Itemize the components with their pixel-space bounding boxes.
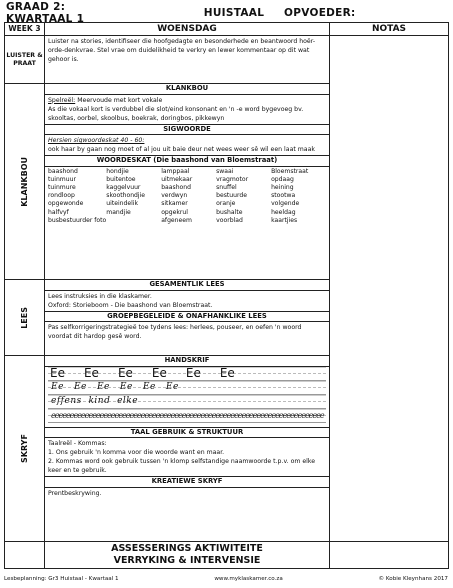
vocab-word: uiteindelik [106,200,139,208]
sigwoorde-title: SIGWOORDE [45,124,329,136]
vocab-word: tuinmure [48,183,76,191]
lees-line-2: Oxford: Storieboom - Die baashond van Bloemstraat. [48,301,213,309]
print-letter: Ee [185,365,201,380]
vocab-word: buitentoe [106,175,136,183]
page-header [4,1,448,25]
vocab-word: swaai [216,167,234,175]
vocab-word: mandjie [106,208,131,216]
vocab-word: oranje [216,200,236,208]
assessering-notes[interactable] [330,542,449,569]
taal-text [45,438,329,476]
grade-term: GRAAD 2: KWARTAAL 1 [6,1,85,25]
skryf-label: SKRYF [20,434,29,463]
vocab-word: skoothondjie [106,192,146,200]
taal-point-2: 2. Kommas word ook gebruik tussen 'n klomp selfstandige naamwoorde t.p.v. om elke keer en te gebruik. [48,458,316,474]
spelreel-rule: As die vokaal kort is verdubbel die slot/eind konsonant en 'n -e word bygevoeg bv. skooltas, oorbel, skoolbus, boekrak, doringbos, pikkewyn [48,105,304,122]
vocab-word: tuinmuur [48,175,76,183]
luister-cell [45,36,330,84]
vocab-word: halfvyf [48,208,69,216]
gesamentlik-text [45,291,329,311]
print-letter-line [48,367,326,381]
lees-line-1: Lees instruksies in die klaskamer. [48,292,152,300]
vocab-word: Bloemstraat [271,167,309,175]
vocab-word: bushalte [216,208,243,216]
lees-cell [45,280,330,356]
vocab-word: heeldag [271,208,296,216]
groep-title: GROEPBEGELEIDE & ONAFHANKLIKE LEES [45,311,329,323]
taal-intro: Taalreël - Kommas: [48,440,107,447]
vocab-word: opgewonde [48,200,84,208]
luister-text: Luister na stories, identifiseer die hoofgedagte en besonderhede en beantwoord hoër-orde-denkvrae. Stel vrae om duidelikheid te verkry en lewer kommentaar op dit wat gehoor is. [48,38,316,63]
assessering-cell [45,542,330,569]
klankbou-label: KLANKBOU [20,156,29,207]
gesamentlik-title: GESAMENTLIK LEES [45,280,329,291]
cursive-phrase-line [48,395,326,409]
teacher-label: OPVOEDER: [284,7,356,19]
vocab-word: heining [271,183,294,191]
vocab-word [106,217,161,225]
skryf-cell [45,356,330,542]
vocab-word: voorblad [216,216,243,224]
kreatiewe-title: KREATIEWE SKRYF [45,476,329,488]
cursive-letters: Ee Ee Ee Ee Ee Ee [51,381,179,392]
vocab-word: kaggelvuur [106,183,141,191]
vocab-word: stootwa [271,192,296,200]
print-letter: Ee [50,365,65,380]
luister-label: LUISTER & PRAAT [5,36,45,84]
vocab-word: uitmekaar [161,175,193,183]
vocab-word: bestuurde [216,192,248,200]
vocab-word: sitkamer [161,200,188,208]
print-letter: Ee [83,365,99,380]
print-letter: Ee [151,365,167,380]
sigwoorde [45,135,329,155]
skryf-label-cell [5,356,45,542]
sigwoorde-intro: Hersien sigwoordeskat 40 - 60: [48,137,145,144]
vocab-word: kaartjies [271,216,298,224]
spelreel [45,95,329,124]
sigwoorde-text: ook haar by gaan nog moet of al jou uit baie deur net wees weer sê wil een laat maak [48,146,315,153]
klankbou-label-cell [5,84,45,280]
vocab-word: lamppaal [161,167,190,175]
woordeskat-title: WOORDESKAT (Die baashond van Bloemstraat) [45,155,329,167]
handskrif-title: HANDSKRIF [45,356,329,367]
spelreel-text: Meervoude met kort vokale [77,96,163,104]
vocab-word: verdwyn [161,192,188,200]
lees-label-cell [5,280,45,356]
klankbou-title: KLANKBOU [45,84,329,95]
assessering-line-2: VERRYKING & INTERVENSIE [113,555,261,566]
footer-website[interactable]: www.myklaskamer.co.za [214,576,283,582]
taal-point-1: 1. Ons gebruik 'n komma voor die woorde want en maar. [48,449,225,456]
lesson-plan-page [4,1,448,569]
footer-copyright: © Kobie Kleynhans 2017 [378,576,448,582]
vocab-word: vragmotor [216,175,249,183]
klankbou-cell [45,84,330,280]
week-header: WEEK 3 [5,23,45,36]
cursive-phrase: effens kind elke [51,395,139,406]
kreatiewe-text: Prentbeskrywing. [48,489,102,497]
spelreel-label: Spelreël: [48,96,76,104]
lees-label: LEES [20,306,29,329]
vocab-word: rondloop [48,192,75,200]
vocab-word: snuffel [216,183,237,191]
print-letter: Ee [117,365,133,380]
eloop-line [48,409,326,423]
cursive-e-loops: eeeeeeeeeeeeeeeeeeeeeeeeeeeeeeeeeeeeeeeeeeeeeeeeeeeeeeeeeeeeeeeeeeeeeeeee [51,410,324,420]
notes-header: NOTAS [330,23,449,36]
print-letters [48,367,326,380]
vocab-word: busbestuurder foto [48,216,107,224]
vocab-word: hondjie [106,167,129,175]
page-footer [4,576,448,582]
notes-cell[interactable] [330,36,449,542]
cursive-letter-line [48,381,326,395]
vocab-word: afgeneem [161,216,192,224]
lesson-table [4,22,449,569]
vocab-word: baashond [161,183,192,191]
groep-text: Pas selfkorrigeringstrategieë toe tydens lees: herlees, pouseer, en oefen 'n woord voordat dit hardop gesê word. [48,324,302,340]
day-header: WOENSDAG [45,23,330,36]
vocab-word: volgende [271,200,300,208]
footer-left: Lesbeplanning: Gr3 Huistaal - Kwartaal 1 [4,576,119,582]
subject: HUISTAAL [203,7,265,19]
vocab-word: opgekrul [161,208,188,216]
assessering-line-1: ASSESSERINGS AKTIWITEITE [111,543,263,554]
vocab-word: baashond [48,167,78,175]
taal-title: TAAL GEBRUIK & STRUKTUUR [45,427,329,439]
vocab-word: opdaag [271,175,294,183]
vocabulary-grid [45,167,329,226]
print-letter: Ee [219,365,235,380]
